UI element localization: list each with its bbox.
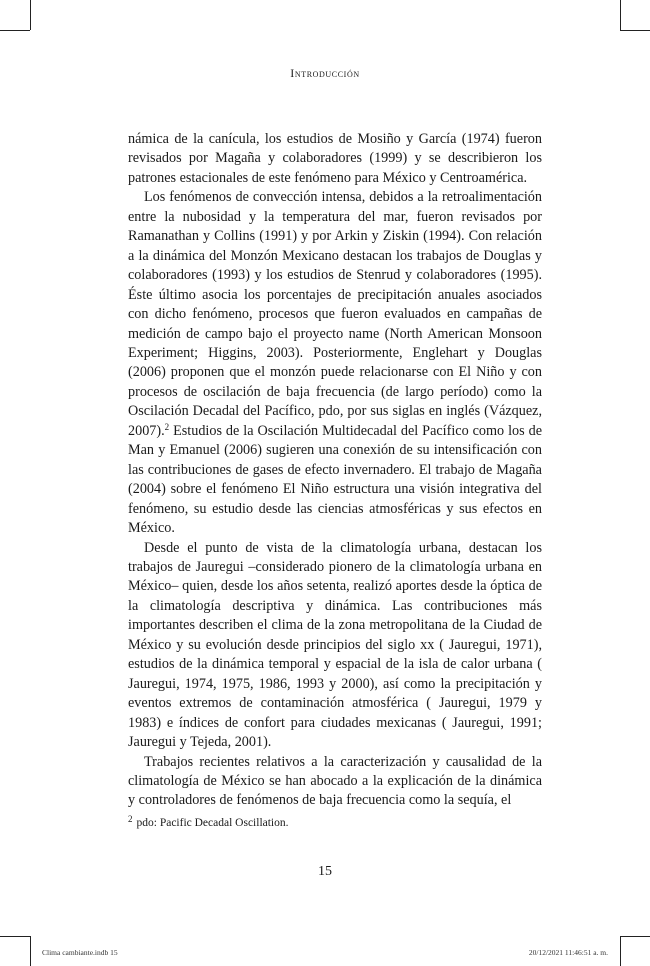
crop-mark bbox=[620, 936, 621, 966]
paragraph bbox=[128, 188, 542, 538]
footnote-reference[interactable]: 2 bbox=[164, 421, 170, 432]
footnote bbox=[128, 812, 542, 831]
print-slug-file: Clima cambiante.indb 15 bbox=[42, 948, 118, 957]
crop-mark bbox=[0, 30, 30, 31]
page-number: 15 bbox=[318, 864, 332, 879]
paragraph: Desde el punto de vista de la climatología urbana, destacan los trabajos de Jauregui –considerado pionero de la climatología urbana en México– quien, desde los años setenta, realizó aportes desde la óptica de la climatología descriptiva y dinámica. Las contribuciones más importantes describen el clima de la zona metropolitana de la Ciudad de México y su evolución desde principios del siglo xx ( Jauregui, 1971), estudios de la dinámica temporal y espacial de la isla de calor urbana ( Jauregui, 1974, 1975, 1986, 1993 y 2000), así como la precipitación y eventos extremos de contaminación atmosférica ( Jauregui, 1979 y 1983) e índices de confort para ciudades mexicanas ( Jauregui, 1991; Jauregui y Tejeda, 2001). bbox=[128, 539, 542, 751]
crop-mark bbox=[30, 936, 31, 966]
footnote-text: pdo: Pacific Decadal Oscillation. bbox=[136, 817, 289, 829]
crop-mark bbox=[30, 0, 31, 30]
running-head: Introducción bbox=[290, 66, 360, 80]
crop-mark bbox=[620, 0, 621, 30]
paragraph-text: Los fenómenos de convección intensa, debidos a la retroalimentación entre la nubosidad y la temperatura del mar, fueron revisados por Ramanathan y Collins (1991) y por Arkin y Ziskin (1994). Con relación a la dinámica del Monzón Mexicano destacan los trabajos de Douglas y colaboradores (1993) y los estudios de Stenrud y colaboradores (1995). Éste último asocia los porcentajes de precipitación anuales asociados con dicho fenómeno, procesos que fueron evaluados en campañas de medición de campo bajo el proyecto name (North American Monsoon Experiment; Higgins, 2003). Posteriormente, Englehart y Douglas (2006) proponen que el monzón puede relacionarse con El Niño y con procesos de oscilación de baja frecuencia (de largo período) como la Oscilación Decadal del Pacífico, pdo, por sus siglas en inglés (Vázquez, 2007). bbox=[128, 189, 542, 439]
crop-mark bbox=[0, 936, 30, 937]
print-slug-timestamp: 20/12/2021 11:46:51 a. m. bbox=[528, 948, 608, 957]
paragraph: Trabajos recientes relativos a la caracterización y causalidad de la climatología de México se han abocado a la explicación de la dinámica y controladores de fenómenos de baja frecuencia como la sequía, el bbox=[128, 753, 542, 809]
crop-mark bbox=[620, 936, 650, 937]
footnote-number: 2 bbox=[128, 814, 133, 824]
body-text bbox=[128, 130, 542, 811]
paragraph-text-continued: Estudios de la Oscilación Multidecadal del Pacífico como los de Man y Emanuel (2006) sugieren una conexión de su intensificación con las contribuciones de gases de efecto invernadero. El trabajo de Magaña (2004) sobre el fenómeno El Niño estructura una visión integrativa del fenómeno, su estudio desde las ciencias atmosféricas y sus efectos en México. bbox=[128, 422, 542, 537]
crop-mark bbox=[620, 30, 650, 31]
paragraph: námica de la canícula, los estudios de Mosiño y García (1974) fueron revisados por Magaña y colaboradores (1999) y se describieron los patrones estacionales de este fenómeno para México y Centroamérica. bbox=[128, 131, 542, 186]
